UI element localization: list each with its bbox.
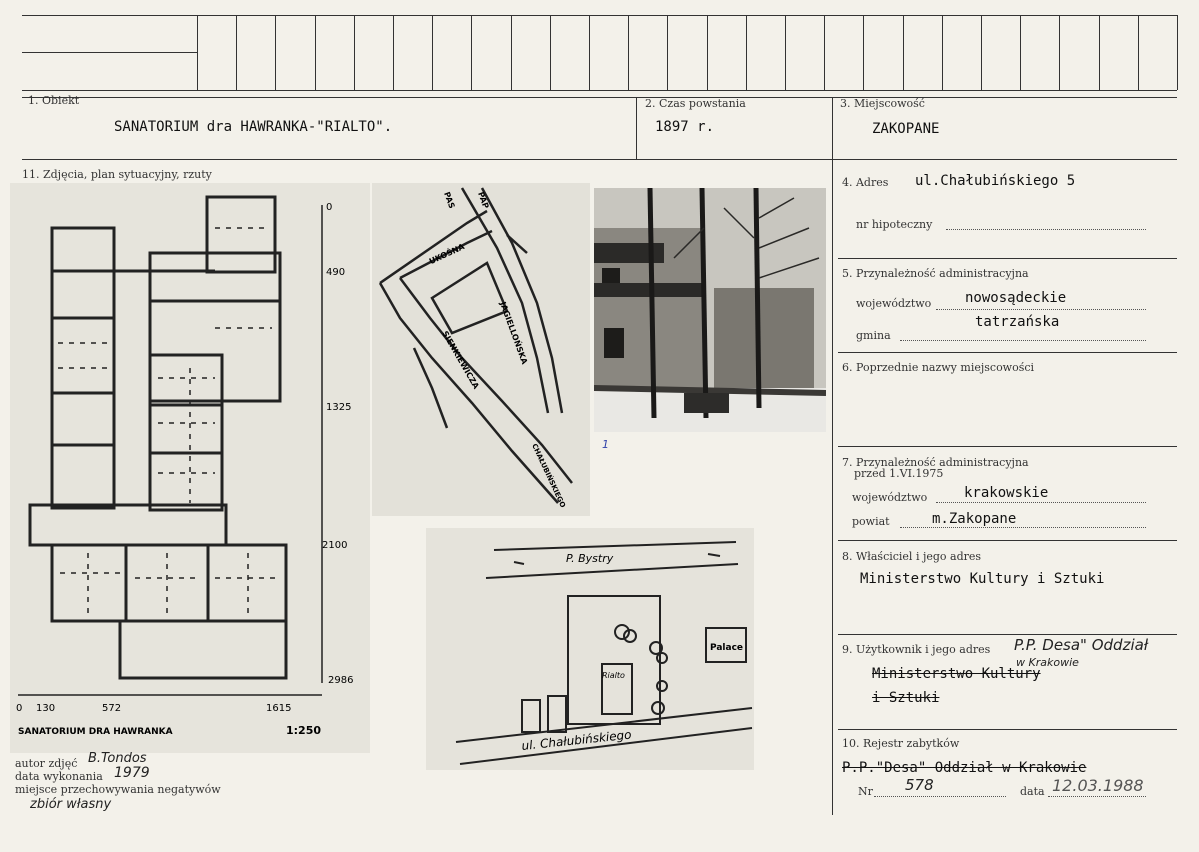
wlasciciel-label: 8. Właściciel i jego adres bbox=[842, 550, 982, 563]
plan-scale: 1:250 bbox=[286, 724, 322, 737]
divider bbox=[22, 97, 1177, 98]
dim-top-2: 1325 bbox=[326, 402, 352, 413]
divider bbox=[22, 159, 1177, 160]
divider bbox=[838, 446, 1177, 447]
data-label: data bbox=[1020, 785, 1045, 798]
grid-column-line bbox=[589, 15, 590, 90]
miejscowosc-label: 3. Miejscowość bbox=[840, 97, 925, 110]
grid-column-line bbox=[1059, 15, 1060, 90]
site-palace-label: Palace bbox=[710, 643, 744, 653]
map-street-chalubinskiego: CHAŁUBIŃSKIEGO bbox=[530, 442, 567, 510]
building-photo bbox=[594, 188, 826, 432]
autor-label: autor zdjęć bbox=[15, 757, 78, 770]
floor-plan-drawing bbox=[10, 183, 370, 753]
grid-column-line bbox=[1177, 15, 1178, 90]
grid-column-line bbox=[315, 15, 316, 90]
przynaleznosc75-sub: przed 1.VI.1975 bbox=[854, 467, 944, 480]
obiekt-value: SANATORIUM dra HAWRANKA-"RIALTO". bbox=[114, 119, 393, 135]
nr-value: 578 bbox=[905, 776, 934, 794]
wojewodztwo75-line bbox=[936, 502, 1146, 503]
site-plan-photo bbox=[426, 528, 754, 770]
nr-label: Nr bbox=[858, 785, 873, 798]
grid-column-line bbox=[432, 15, 433, 90]
grid-column-line bbox=[628, 15, 629, 90]
czas-value: 1897 r. bbox=[655, 119, 715, 135]
divider bbox=[838, 352, 1177, 353]
powiat-value: m.Zakopane bbox=[932, 511, 1017, 527]
uzytkownik-label: 9. Użytkownik i jego adres bbox=[842, 643, 991, 656]
grid-column-line bbox=[393, 15, 394, 90]
adres-label: 4. Adres bbox=[842, 176, 889, 189]
map-street-jagiellonska: JAGIELLOŃSKA bbox=[498, 300, 530, 366]
wojewodztwo-label: województwo bbox=[856, 297, 932, 310]
dim-bottom-1: 130 bbox=[36, 703, 56, 714]
grid-column-line bbox=[824, 15, 825, 90]
rejestr-value: P.P."Desa" Oddział w Krakowie bbox=[842, 760, 1087, 776]
uzytkownik-struck-1: Ministerstwo Kultury bbox=[872, 666, 1041, 682]
zdjecia-label: 11. Zdjęcia, plan sytuacyjny, rzuty bbox=[22, 168, 212, 181]
autor-value: B.Tondos bbox=[88, 751, 147, 766]
wojewodztwo-value: nowosądeckie bbox=[965, 290, 1067, 306]
grid-column-line bbox=[1099, 15, 1100, 90]
site-plan-drawing bbox=[426, 528, 754, 770]
site-building-label: Rialto bbox=[602, 671, 625, 680]
grid-column-line bbox=[354, 15, 355, 90]
przynaleznosc-label: 5. Przynależność administracyjna bbox=[842, 267, 1029, 280]
grid-column-line bbox=[903, 15, 904, 90]
dim-top-3: 2100 bbox=[322, 540, 348, 551]
grid-column-line bbox=[197, 15, 198, 90]
street-map-photo bbox=[372, 183, 590, 516]
obiekt-label: 1. Obiekt bbox=[28, 94, 80, 107]
wlasciciel-value: Ministerstwo Kultury i Sztuki bbox=[860, 571, 1105, 587]
dim-top-0: 0 bbox=[326, 202, 333, 213]
miejsce-value: zbiór własny bbox=[30, 797, 112, 812]
dim-bottom-3: 1615 bbox=[266, 703, 292, 714]
gmina-value: tatrzańska bbox=[975, 314, 1060, 330]
uzytkownik-struck-2: i Sztuki bbox=[872, 690, 940, 706]
miejsce-label: miejsce przechowywania negatywów bbox=[15, 783, 221, 796]
rejestr-label: 10. Rejestr zabytków bbox=[842, 737, 960, 750]
grid-column-line bbox=[746, 15, 747, 90]
czas-label: 2. Czas powstania bbox=[645, 97, 746, 110]
grid-column-line bbox=[863, 15, 864, 90]
wojewodztwo-line bbox=[936, 309, 1146, 310]
grid-column-line bbox=[1138, 15, 1139, 90]
data-wyk-value: 1979 bbox=[114, 765, 150, 781]
powiat-label: powiat bbox=[852, 515, 890, 528]
dim-top-1: 490 bbox=[326, 267, 346, 278]
hipoteczny-label: nr hipoteczny bbox=[856, 218, 933, 231]
grid-column-line bbox=[471, 15, 472, 90]
site-river: P. Bystry bbox=[566, 552, 614, 565]
grid-column-line bbox=[275, 15, 276, 90]
nr-line bbox=[874, 796, 1006, 797]
grid-column-line bbox=[511, 15, 512, 90]
grid-column-line bbox=[550, 15, 551, 90]
wojewodztwo75-label: województwo bbox=[852, 491, 928, 504]
dim-bottom-2: 572 bbox=[102, 703, 122, 714]
map-street-pas: PAS bbox=[442, 190, 457, 210]
uzytkownik-handwritten: P.P. Desa" Oddział bbox=[1014, 636, 1149, 654]
divider bbox=[838, 540, 1177, 541]
adres-value: ul.Chałubińskiego 5 bbox=[915, 173, 1076, 189]
hipoteczny-line bbox=[946, 229, 1146, 230]
miejscowosc-value: ZAKOPANE bbox=[872, 121, 940, 137]
photo-number: 1 bbox=[602, 438, 609, 451]
grid-column-line bbox=[707, 15, 708, 90]
data-value: 12.03.1988 bbox=[1052, 776, 1144, 795]
data-wyk-label: data wykonania bbox=[15, 770, 103, 783]
przynaleznosc75-label: 7. Przynależność administracyjna bbox=[842, 456, 1029, 469]
wojewodztwo75-value: krakowskie bbox=[964, 485, 1049, 501]
grid-column-line bbox=[785, 15, 786, 90]
poprzednie-label: 6. Poprzednie nazwy miejscowości bbox=[842, 361, 1035, 374]
grid-column-line bbox=[236, 15, 237, 90]
street-map-drawing bbox=[372, 183, 590, 516]
divider bbox=[838, 729, 1177, 730]
dim-top-4: 2986 bbox=[328, 675, 354, 686]
dim-bottom-0: 0 bbox=[16, 703, 23, 714]
plan-caption: SANATORIUM DRA HAWRANKA bbox=[18, 727, 173, 737]
grid-column-line bbox=[667, 15, 668, 90]
map-street-sienkiewicza: SIENKIEWICZA bbox=[440, 329, 481, 391]
data-line bbox=[1048, 796, 1146, 797]
divider bbox=[838, 258, 1177, 259]
uzytkownik-handwritten-2: w Krakowie bbox=[1016, 656, 1079, 669]
map-street-ukosna: UKOŚNA bbox=[427, 242, 466, 267]
grid-column-line bbox=[942, 15, 943, 90]
grid-column-line bbox=[1020, 15, 1021, 90]
divider bbox=[838, 634, 1177, 635]
building-photo-image bbox=[594, 188, 826, 432]
grid-column-line bbox=[981, 15, 982, 90]
divider bbox=[636, 97, 637, 159]
site-street-label: ul. Chałubińskiego bbox=[520, 727, 633, 753]
gmina-label: gmina bbox=[856, 329, 891, 342]
floor-plan-photo bbox=[10, 183, 370, 753]
gmina-line bbox=[900, 340, 1146, 341]
divider bbox=[832, 97, 833, 815]
map-street-pap: PAP bbox=[476, 190, 491, 210]
powiat-line bbox=[900, 527, 1146, 528]
